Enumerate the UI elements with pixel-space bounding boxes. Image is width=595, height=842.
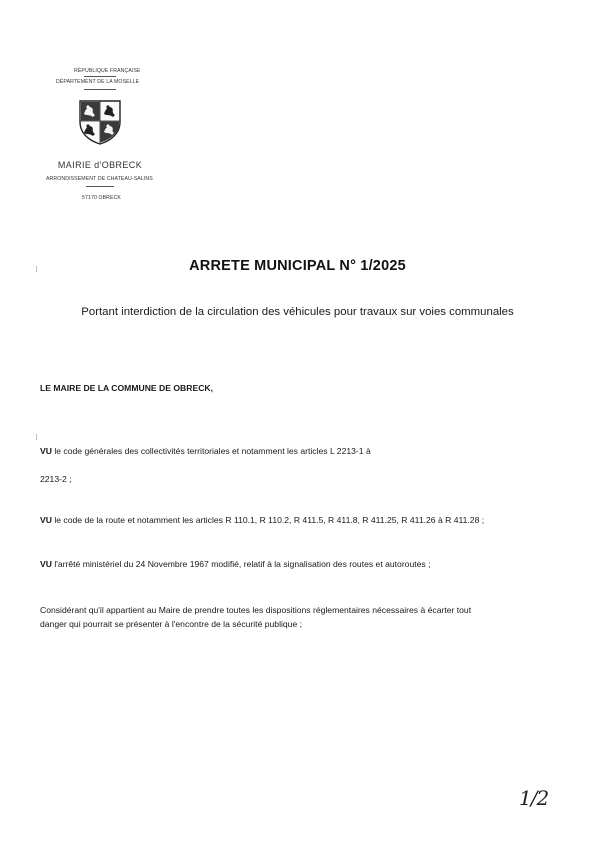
header-divider-3: [86, 186, 114, 187]
header-divider-2: [84, 89, 116, 90]
vu-paragraph-1-continued: 2213-2 ;: [40, 474, 72, 484]
postal-address: 57170 OBRECK: [82, 195, 121, 201]
considerant-line-2: danger qui pourrait se présenter à l'encontre de la sécurité publique ;: [40, 619, 303, 629]
vu-text: l'arrêté ministériel du 24 Novembre 1967 modifié, relatif à la signalisation des routes et autoroutes ;: [51, 559, 431, 569]
coat-of-arms-icon: [76, 98, 124, 146]
decree-subtitle: Portant interdiction de la circulation des véhicules pour travaux sur voies communales: [81, 306, 514, 318]
page-number: 1/2: [519, 786, 549, 810]
decree-title: ARRETE MUNICIPAL N° 1/2025: [189, 258, 406, 274]
vu-label: VU: [40, 446, 52, 456]
vu-text: le code générales des collectivités territoriales et notamment les articles L 2213-1 à: [51, 446, 371, 456]
vu-paragraph-2: [40, 515, 484, 525]
vu-paragraph-3: [40, 559, 431, 569]
department-label: DÉPARTEMENT DE LA MOSELLE: [56, 79, 140, 85]
header-divider-1: [84, 76, 116, 77]
vu-paragraph-1: [40, 446, 371, 456]
intro-heading: LE MAIRE DE LA COMMUNE DE OBRECK,: [40, 383, 213, 393]
margin-mark: [36, 266, 40, 272]
republic-label: RÉPUBLIQUE FRANÇAISE: [74, 68, 141, 74]
vu-label: VU: [40, 559, 52, 569]
margin-mark: [36, 434, 40, 440]
considerant-line-1: Considérant qu'il appartient au Maire de prendre toutes les dispositions réglementaires nécessaires à écarter tout: [40, 605, 472, 615]
vu-text: le code de la route et notamment les articles R 110.1, R 110.2, R 411.5, R 411.8, R 411.25, R 411.26 à R 411.28 ;: [51, 515, 485, 525]
vu-label: VU: [40, 515, 52, 525]
mairie-name: MAIRIE d'OBRECK: [57, 160, 143, 170]
arrondissement-label: ARRONDISSEMENT DE CHATEAU-SALINS: [46, 176, 153, 182]
